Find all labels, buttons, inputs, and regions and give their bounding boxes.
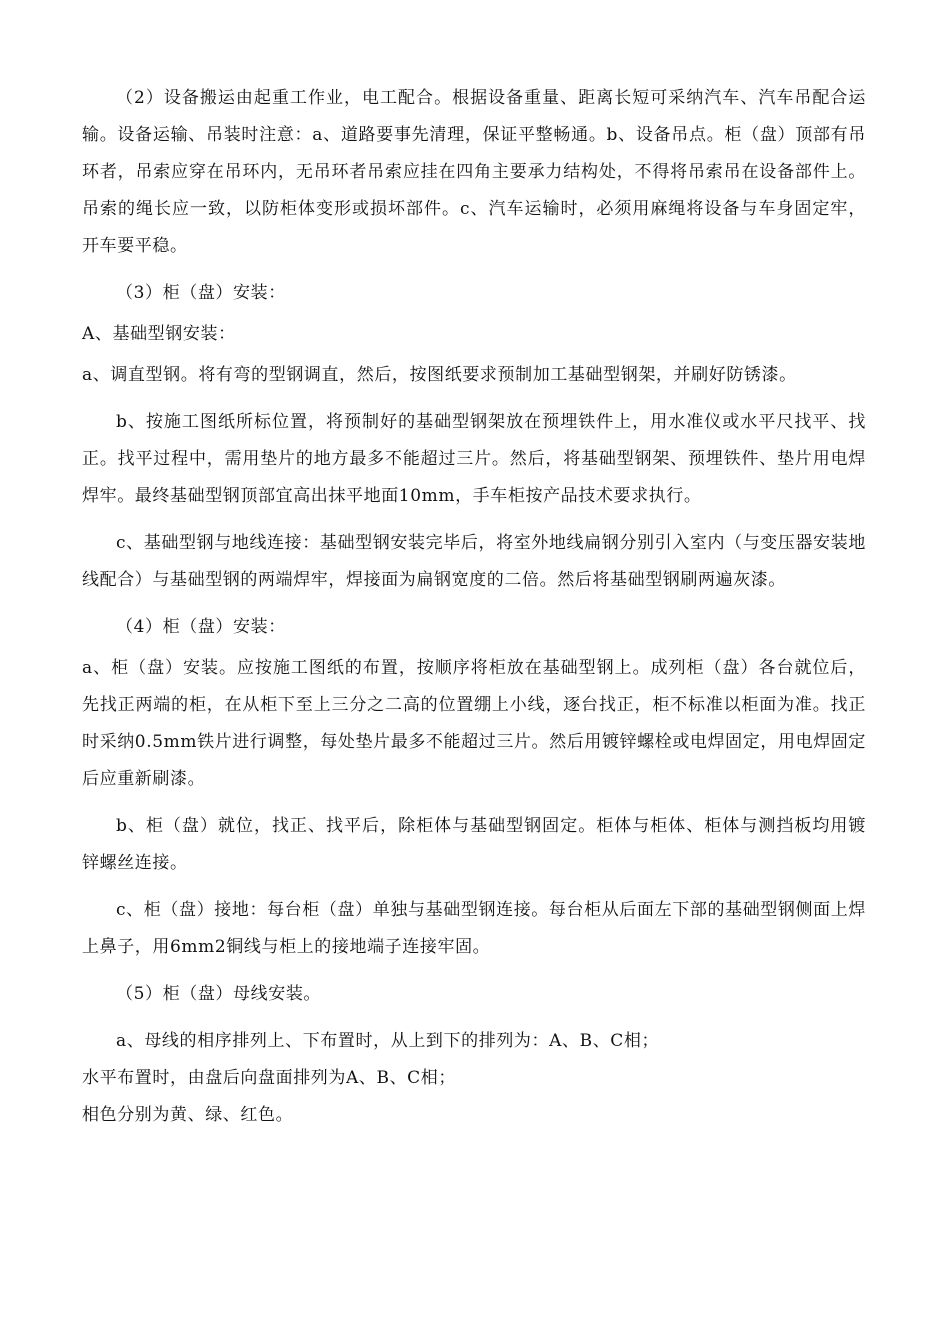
paragraph-straighten-steel: a、调直型钢。将有弯的型钢调直，然后，按图纸要求预制加工基础型钢架，并刷好防锈漆。 (82, 365, 797, 385)
heading-base-steel-installation: A、基础型钢安装： (82, 324, 236, 344)
heading-busbar-installation: （5）柜（盘）母线安装。 (116, 984, 322, 1004)
paragraph-phase-colors: 相色分别为黄、绿、红色。 (82, 1105, 294, 1125)
paragraph-steel-ground-connection: c、基础型钢与地线连接：基础型钢安装完毕后，将室外地线扁钢分别引入室内（与变压器安装地线配合）与基础型钢的两端焊牢，焊接面为扁钢宽度的二倍。然后将基础型钢刷两遍灰漆。 (82, 533, 866, 590)
document-page (82, 80, 866, 1134)
heading-cabinet-installation-4: （4）柜（盘）安装： (116, 617, 286, 637)
paragraph-horizontal-arrangement: 水平布置时，由盘后向盘面排列为A、B、C相； (82, 1068, 456, 1088)
paragraph-cabinet-install: a、柜（盘）安装。应按施工图纸的布置，按顺序将柜放在基础型钢上。成列柜（盘）各台就位后，先找正两端的柜，在从柜下至上三分之二高的位置绷上小线，逐台找正，柜不标准以柜面为准。找正时采纳0.5mm铁片进行调整，每处垫片最多不能超过三片。然后用镀锌螺栓或电焊固定，用电焊固定后应重新刷漆。 (82, 658, 866, 789)
paragraph-phase-sequence: a、母线的相序排列上、下布置时，从上到下的排列为：A、B、C相； (116, 1031, 660, 1051)
paragraph-equipment-transport: （2）设备搬运由起重工作业，电工配合。根据设备重量、距离长短可采纳汽车、汽车吊配合运输。设备运输、吊装时注意：a、道路要事先清理，保证平整畅通。b、设备吊点。柜（盘）顶部有吊环者，吊索应穿在吊环内，无吊环者吊索应挂在四角主要承力结构处，不得将吊索吊在设备部件上。吊索的绳长应一致，以防柜体变形或损坏部件。c、汽车运输时，必须用麻绳将设备与车身固定牢，开车要平稳。 (82, 88, 866, 256)
heading-cabinet-installation-3: （3）柜（盘）安装： (116, 283, 286, 303)
paragraph-cabinet-grounding: c、柜（盘）接地：每台柜（盘）单独与基础型钢连接。每台柜从后面左下部的基础型钢侧面上焊上鼻子，用6mm2铜线与柜上的接地端子连接牢固。 (82, 900, 866, 957)
paragraph-place-steel-frame: b、按施工图纸所标位置，将预制好的基础型钢架放在预埋铁件上，用水准仪或水平尺找平、找正。找平过程中，需用垫片的地方最多不能超过三片。然后，将基础型钢架、预埋铁件、垫片用电焊焊牢。最终基础型钢顶部宜高出抹平地面10mm，手车柜按产品技术要求执行。 (82, 412, 866, 506)
paragraph-cabinet-positioning: b、柜（盘）就位，找正、找平后，除柜体与基础型钢固定。柜体与柜体、柜体与测挡板均用镀锌螺丝连接。 (82, 816, 866, 873)
